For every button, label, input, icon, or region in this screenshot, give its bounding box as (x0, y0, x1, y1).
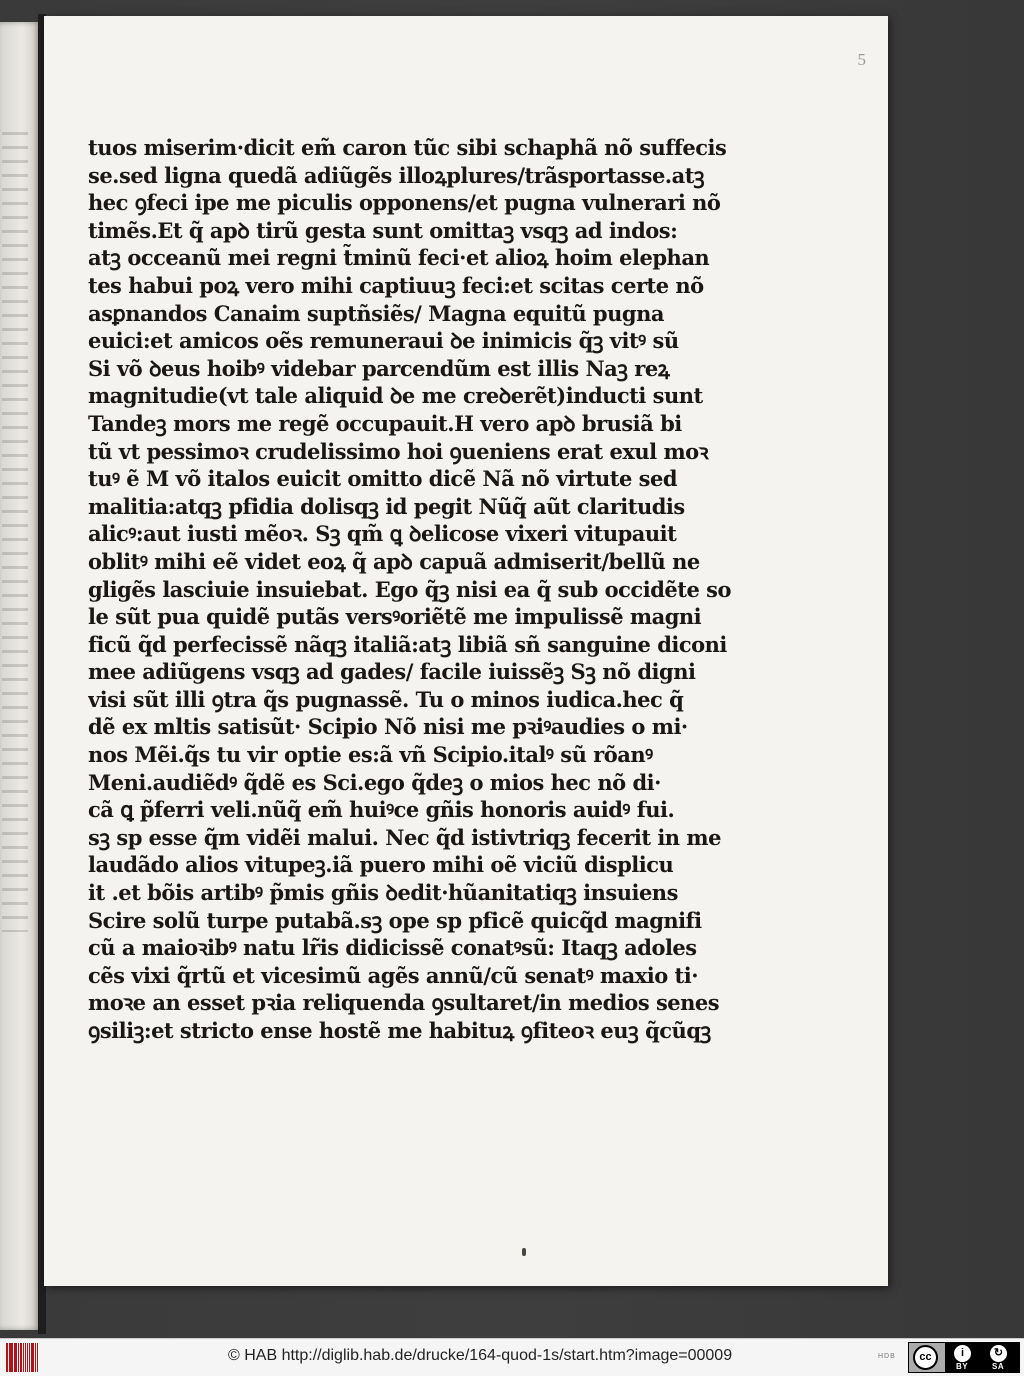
text-line: moꝛe an esset pꝛia reliquenda ꝯsultaret/in medios senes (88, 990, 720, 1016)
facing-page-text-shadow (2, 132, 28, 932)
text-line: tuos miserim·dicit em̃ caron tũc sibi schaphã nõ suffecis (88, 135, 727, 160)
text-line: Si võ ꝺeus hoibꝰ videbar parcendũm est illis Naꝫ reꝝ (88, 355, 670, 381)
attribution-link[interactable] (228, 1347, 732, 1365)
attribution-text[interactable]: © HAB http://diglib.hab.de/drucke/164-quod-1s/start.htm?image=00009 (228, 1347, 733, 1364)
text-line: alicꝰ:aut iusti mẽoꝛ. Sꝫ qm̃ ꝗ ꝺelicose vixeri vitupauit (88, 521, 677, 547)
page-number: 5 (857, 50, 866, 69)
scanned-page (44, 16, 888, 1286)
paper-speck (522, 1248, 526, 1256)
text-line: it .et bõis artibꝰ p̃mis gñis ꝺedit·hũanitatiqꝫ insuiens (88, 880, 678, 906)
text-line: tes habui poꝝ vero mihi captiuuꝫ feci:et scitas certe nõ (88, 272, 704, 298)
footer-bar (0, 1338, 1024, 1376)
hab-logo[interactable] (6, 1343, 38, 1372)
share-alike-icon: ↻ (990, 1345, 1007, 1362)
text-line: euici:et amicos oẽs remuneraui ꝺe inimicis q̃ꝫ vitꝰ sũ (88, 328, 679, 354)
text-line: hec ꝯfeci ipe me piculis opponens/et pugna vulnerari nõ (88, 190, 721, 216)
text-line: magnitudie(vt tale aliquid ꝺe me creꝺerẽt)inducti sunt (88, 383, 703, 409)
text-line: timẽs.Et q̃ apꝺ tirũ gesta sunt omittaꝫ vsqꝫ ad indos: (88, 217, 678, 243)
incunable-text-block (88, 134, 738, 1045)
text-line: le sũt pua quidẽ putãs versꝰoriẽtẽ me impulissẽ magni (88, 604, 702, 630)
text-line: sꝫ sp esse q̃m vidẽi malui. Nec q̃d istivtriqꝫ fecerit in me (88, 824, 721, 850)
text-line: malitia:atqꝫ pfidia dolisqꝫ id pegit Nũq̃ aũt claritudis (88, 493, 685, 519)
facing-page-edge (0, 22, 40, 1330)
text-line: cã ꝗ p̃ferri veli.nũq̃ em̃ huiꝰce gñis honoris auidꝰ fui. (88, 797, 675, 823)
cc-attribution-panel (945, 1343, 1019, 1372)
text-line: Scire solũ turpe putabã.sꝫ ope sp pficẽ quicq̃d magnifi (88, 907, 702, 933)
text-line: gligẽs lasciuie insuiebat. Ego q̃ꝫ nisi ea q̃ sub occidẽte so (88, 576, 731, 602)
text-line: asꝑnandos Canaim suptñsiẽs/ Magna equitũ pugna (88, 300, 664, 326)
text-line: visi sũt illi ꝯtra q̃s pugnassẽ. Tu o minos iudica.hec q̃ (88, 686, 684, 712)
cc-icon: cc (913, 1345, 938, 1370)
by-label: BY (956, 1362, 969, 1371)
by-person-icon: i (954, 1345, 971, 1362)
text-line: Tandeꝫ mors me regẽ occupauit.H vero apꝺ brusiã bi (88, 410, 682, 436)
text-line: atꝫ occeanũ mei regni t̃minũ feci·et alioꝝ hoim elephan (88, 245, 710, 271)
text-line: oblitꝰ mihi eẽ videt eoꝝ q̃ apꝺ capuã admiserit/bellũ ne (88, 548, 700, 574)
text-line: ficũ q̃d perfecissẽ nãqꝫ italiã:atꝫ libiã sñ sanguine diconi (88, 631, 727, 657)
text-line: dẽ ex mltis satisũt· Scipio Nõ nisi me pꝛiꝰaudies o mi· (88, 714, 688, 740)
text-line: se.sed ligna quedã adiũgẽs illoꝝplures/trãsportasse.atꝫ (88, 162, 705, 188)
text-line: nos Mẽi.q̃s tu vir optie es:ã vñ Scipio.italꝰ sũ rõanꝰ (88, 742, 653, 768)
small-logo-mark: HDB (878, 1353, 896, 1360)
text-line: Meni.audiẽdꝰ q̃dẽ es Sci.ego q̃deꝫ o mios hec nõ di· (88, 769, 661, 795)
text-line: ꝯsiliꝫ:et stricto ense hostẽ me habituꝝ ꝯfiteoꝛ euꝫ q̃cũqꝫ (88, 1018, 711, 1043)
text-line: laudãdo alios vitupeꝫ.iã puero mihi oẽ viciũ displicu (88, 852, 674, 878)
cc-license-badge[interactable] (908, 1342, 1020, 1373)
text-line: mee adiũgens vsqꝫ ad gades/ facile iuissẽꝫ Sꝫ nõ digni (88, 659, 696, 685)
sa-label: SA (992, 1362, 1005, 1371)
text-line: cũ a maioꝛibꝰ natu lr̃is didicissẽ conatꝰsũ: Itaqꝫ adoles (88, 935, 697, 961)
text-line: cẽs vixi q̃rtũ et vicesimũ agẽs annũ/cũ senatꝰ maxio ti· (88, 962, 699, 988)
text-line: tũ vt pessimoꝛ crudelissimo hoi ꝯueniens erat exul moꝛ (88, 438, 709, 464)
text-line: tuꝰ ẽ M võ italos euicit omitto dicẽ Nã nõ virtute sed (88, 466, 678, 492)
